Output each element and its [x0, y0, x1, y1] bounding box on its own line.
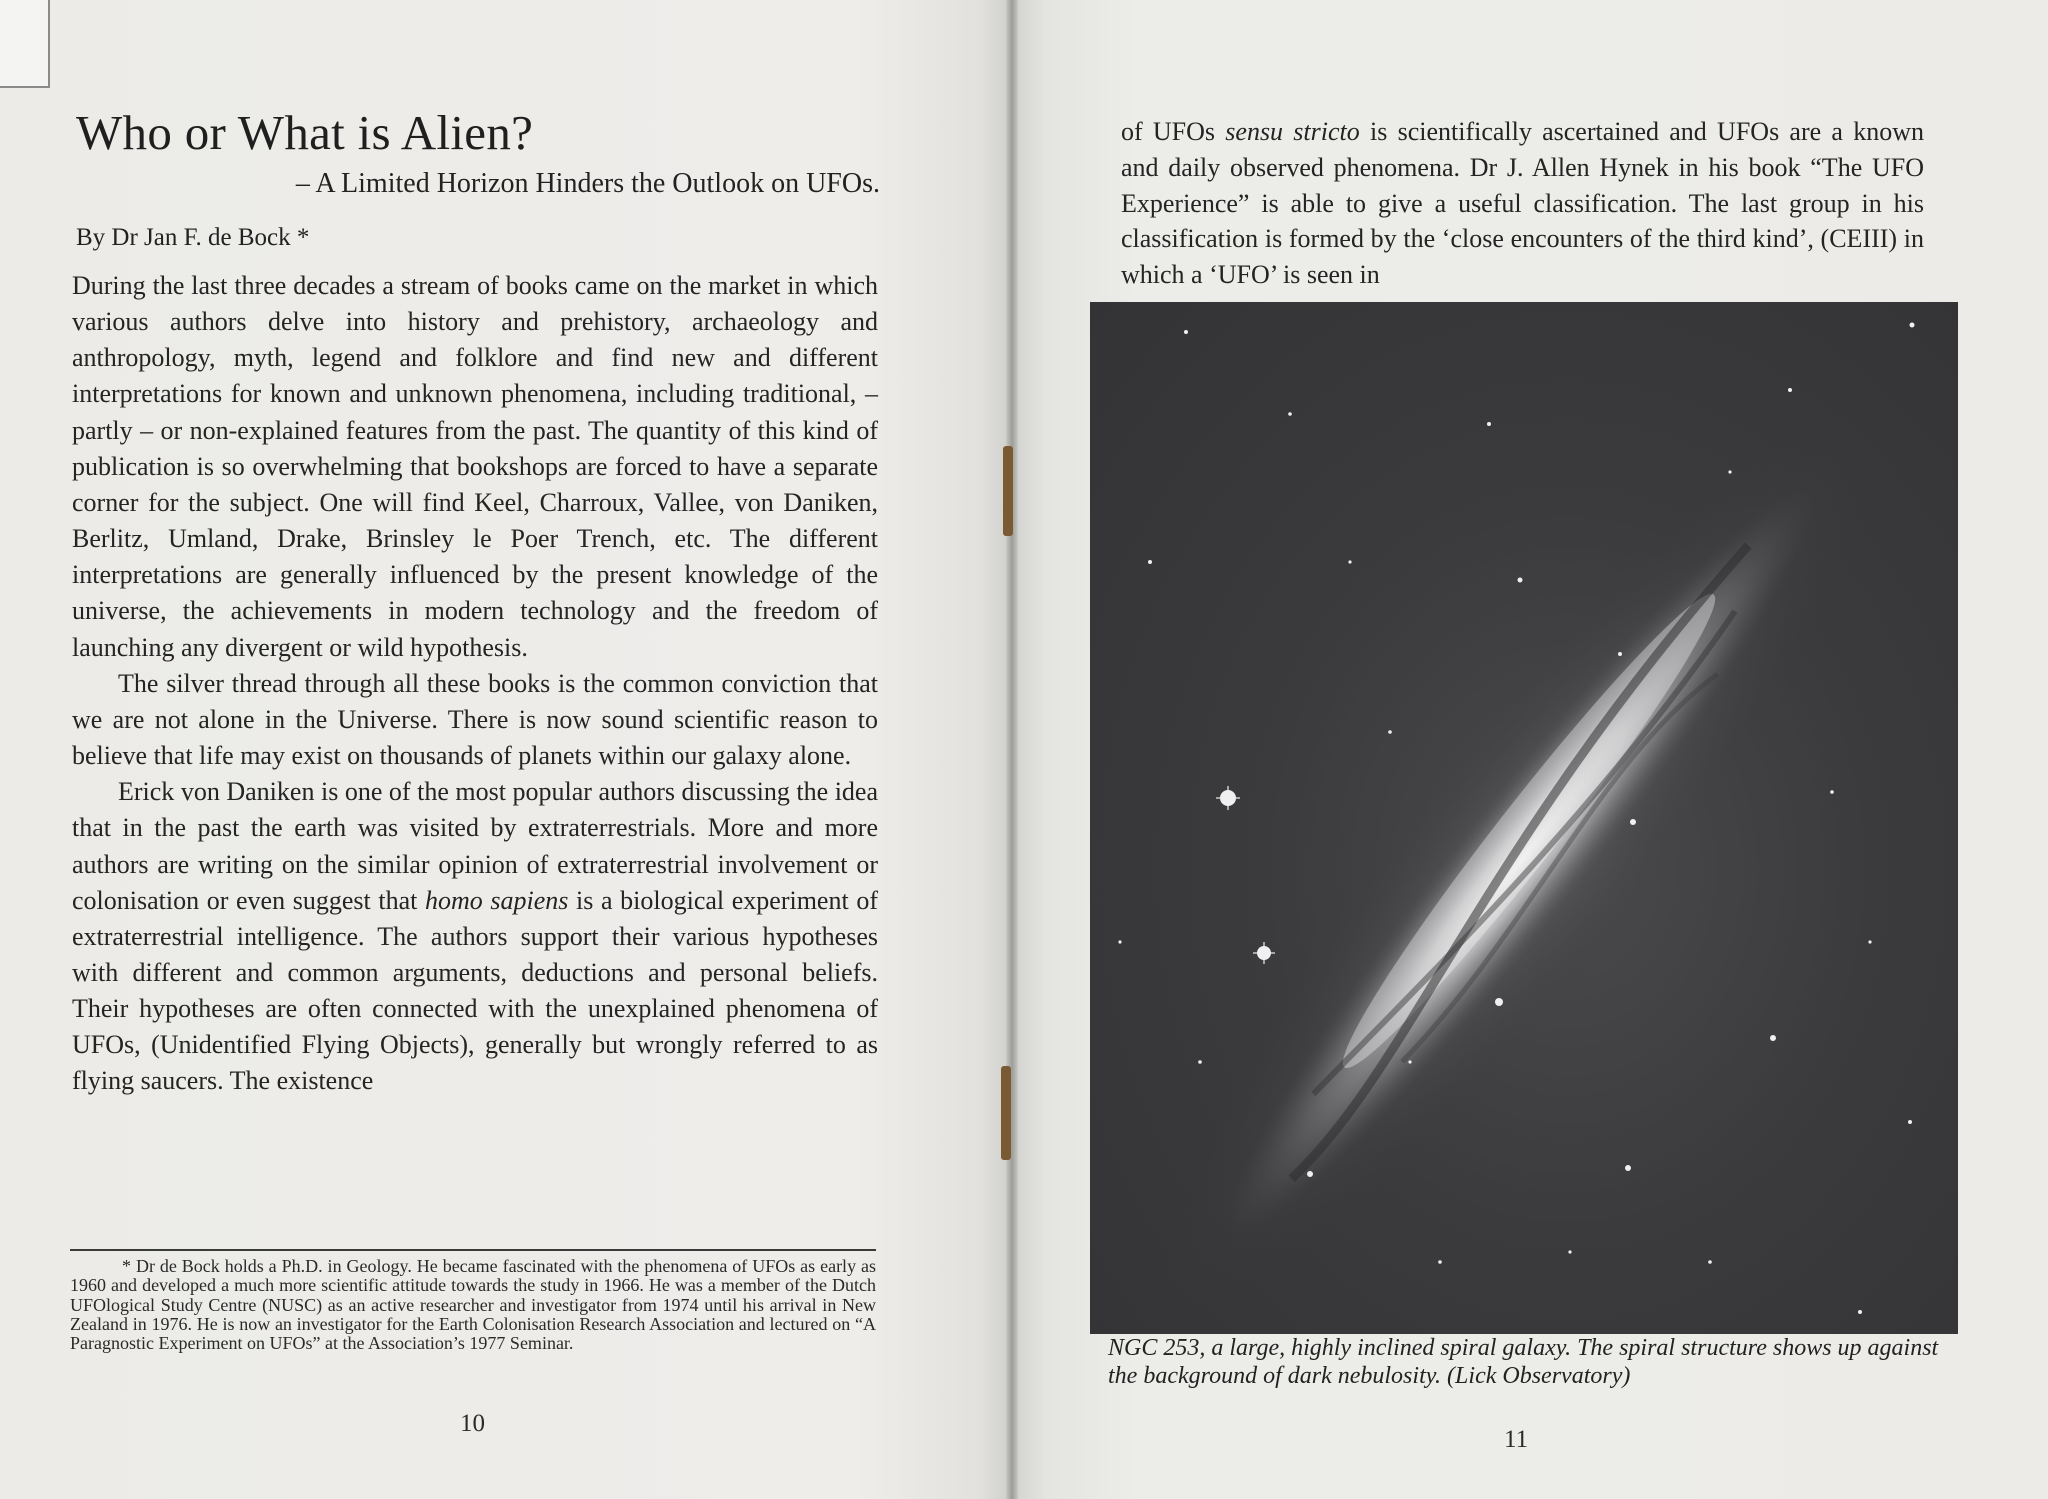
photo-caption: NGC 253, a large, highly inclined spiral galaxy. The spiral structure shows up against the background of dark nebulosity. (Lick Observatory)	[1108, 1335, 1939, 1389]
staple-bottom	[1001, 1066, 1011, 1160]
staple-top	[1003, 446, 1013, 536]
galaxy-image	[1090, 302, 1958, 1334]
footnote	[70, 1257, 876, 1353]
footnote-text: * Dr de Bock holds a Ph.D. in Geology. He became fascinated with the phenomena of UFOs as early as 1960 and developed a much more scientific attitude towards the study in 1966. He was a member of the Dutch UFOlogical Study Centre (NUSC) as an active researcher and investigator from 1974 until his arrival in New Zealand in 1976. He is now an investigator for the Earth Colonisation Research Association and lectured on “A Paragnostic Experiment on UFOs” at the Association’s 1977 Seminar.	[70, 1256, 876, 1354]
left-page	[0, 0, 1010, 1499]
article-author: By Dr Jan F. de Bock *	[76, 224, 310, 251]
right-text-italic: sensu stricto	[1225, 117, 1360, 146]
binding-gutter	[1006, 0, 1018, 1499]
article-title: Who or What is Alien?	[76, 105, 534, 160]
right-paragraph	[1121, 114, 1924, 293]
right-page-text	[1121, 114, 1924, 293]
paragraph-2: The silver thread through all these books is the common conviction that we are not alone in the Universe. There is now sound scientific reason to believe that life may exist on thousands of planets within our galaxy alone.	[72, 668, 878, 771]
page-number-right: 11	[1504, 1426, 1529, 1453]
article-body	[72, 268, 878, 1100]
paragraph-1: During the last three decades a stream of books came on the market in which various authors delve into history and prehistory, archaeology and anthropology, myth, legend and folklore and find new and different interpretations for known and unknown phenomena, including traditional, – partly – or non-explained features from the past. The quantity of this kind of publication is so overwhelming that bookshops are forced to have a separate corner for the subject. One will find Keel, Charroux, Vallee, von Daniken, Berlitz, Umland, Drake, Brinsley le Poer Trench, etc. The different interpretations are generally influenced by the present knowledge of the universe, the achievements in modern technology and the freedom of launching any divergent or wild hypothesis.	[72, 271, 878, 662]
paragraph-3-italic: homo sapiens	[424, 885, 569, 915]
right-text-end: is scientifically ascertained and UFOs are a known and daily observed phenomena. Dr J. Allen Hynek in his book “The UFO Experience” is able to give a useful classification. The last group in his classification is formed by the ‘close encounters of the third kind’, (CEIII) in which a ‘UFO’ is seen in	[1121, 117, 1924, 290]
right-text-start: of UFOs	[1121, 117, 1226, 146]
footnote-rule	[70, 1249, 876, 1251]
paragraph-3	[72, 774, 878, 1099]
galaxy-photo	[1090, 302, 1958, 1334]
corner-tab	[0, 0, 50, 88]
paragraph-3-end: is a biological experiment of extraterrestrial intelligence. The authors support their various hypotheses with different and common arguments, deductions and personal beliefs. Their hypotheses are often connected with the unexplained phenomena of UFOs, (Unidentified Flying Objects), generally but wrongly referred to as flying saucers. The existence	[72, 885, 878, 1096]
article-subtitle: – A Limited Horizon Hinders the Outlook on UFOs.	[295, 168, 880, 199]
paragraph-3-start: Erick von Daniken is one of the most popular authors discussing the idea that in the past the earth was visited by extraterrestrials. More and more authors are writing on the similar opinion of extraterrestrial involvement or colonisation or even suggest that	[72, 777, 878, 915]
page-number-left: 10	[460, 1410, 485, 1437]
